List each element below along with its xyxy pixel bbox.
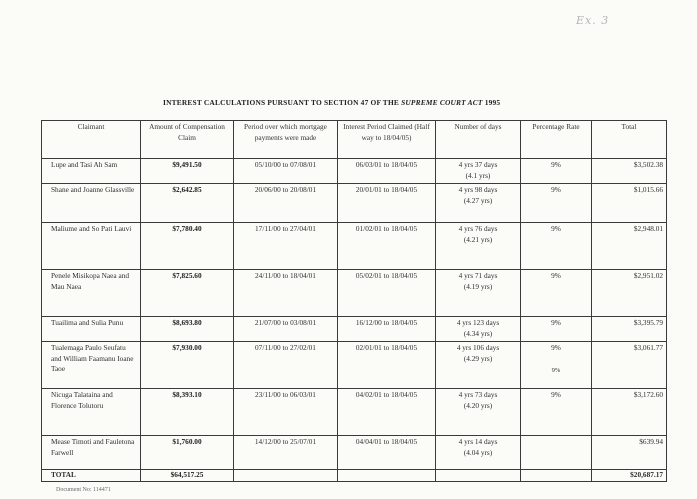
table-row [42,342,667,389]
total-cell: $2,948.01 [592,223,667,270]
total-amount: $64,517.25 [141,470,234,482]
total-cell: $639.94 [592,436,667,470]
table-row [42,184,667,223]
rate-cell: 9% [521,223,592,270]
header-claimant: Claimant [42,121,141,159]
grand-total: $20,687.17 [592,470,667,482]
rate-cell [521,342,592,389]
period-cell: 07/11/00 to 27/02/01 [234,342,338,389]
days-years: (4.20 yrs) [463,400,493,410]
rate-cell: 9% [521,270,592,317]
days-years: (4.04 yrs) [463,447,493,457]
days-years: (4.34 yrs) [463,328,493,338]
table-row [42,317,667,342]
title-year: 1995 [482,98,501,107]
total-cell: $2,951.02 [592,270,667,317]
title-main: INTEREST CALCULATIONS PURSUANT TO SECTION 47 OF THE [163,98,402,107]
interest-table [41,120,667,482]
claimant-cell: Shane and Joanne Glassville [42,184,141,223]
rate-cell: 9% [521,159,592,184]
claimant-cell: Tuailima and Sulia Punu [42,317,141,342]
rate-value: 9% [551,343,561,352]
days-years: (4.1 yrs) [465,170,491,180]
period-cell: 14/12/00 to 25/07/01 [234,436,338,470]
claimant-cell: Tualemaga Paulo Seufatu and William Faamanu Ioane Taoe [42,342,141,389]
days-years: (4.29 yrs) [463,353,493,363]
exhibit-mark: Ex. 3 [576,14,610,27]
claimant-cell: Maliume and So Pati Lauvi [42,223,141,270]
title-act-name: SUPREME COURT ACT [401,98,483,107]
period-cell: 23/11/00 to 06/03/01 [234,389,338,436]
days-years: (4.19 yrs) [463,281,493,291]
interest-period-cell: 05/02/01 to 18/04/05 [338,270,436,317]
interest-period-cell: 20/01/01 to 18/04/05 [338,184,436,223]
days-text: 4 yrs 14 days [458,437,498,446]
period-cell: 20/06/00 to 20/08/01 [234,184,338,223]
claimant-cell: Mease Timoti and Fauletona Farwell [42,436,141,470]
total-cell: $3,061.77 [592,342,667,389]
total-cell: $3,172.60 [592,389,667,436]
period-cell: 05/10/00 to 07/08/01 [234,159,338,184]
days-text: 4 yrs 71 days [458,271,498,280]
interest-period-cell: 16/12/00 to 18/04/05 [338,317,436,342]
document-number: Document No: 114471 [56,487,111,493]
interest-period-cell: 06/03/01 to 18/04/05 [338,159,436,184]
days-cell [436,223,521,270]
header-period: Period over which mortgage payments were made [234,121,338,159]
rate-cell: 9% [521,389,592,436]
table-row [42,159,667,184]
days-cell [436,436,521,470]
total-cell: $3,395.79 [592,317,667,342]
days-cell [436,317,521,342]
amount-cell: $8,393.10 [141,389,234,436]
amount-cell: $8,693.80 [141,317,234,342]
days-text: 4 yrs 106 days [456,343,500,352]
claimant-cell: Nicuga Talataina and Florence Tolutoru [42,389,141,436]
header-days: Number of days [436,121,521,159]
interest-table-container [41,120,667,482]
empty-cell [521,470,592,482]
interest-period-cell: 01/02/01 to 18/04/05 [338,223,436,270]
empty-cell [234,470,338,482]
days-cell [436,184,521,223]
days-text: 4 yrs 123 days [456,318,500,327]
rate-cell: 9% [521,317,592,342]
amount-cell: $7,930.00 [141,342,234,389]
header-row [42,121,667,159]
interest-period-cell: 02/01/01 to 18/04/05 [338,342,436,389]
amount-cell: $9,491.50 [141,159,234,184]
rate-cell [521,436,592,470]
rate-cell: 9% [521,184,592,223]
amount-cell: $1,760.00 [141,436,234,470]
days-text: 4 yrs 37 days [458,160,498,169]
days-text: 4 yrs 73 days [458,390,498,399]
table-row [42,270,667,317]
amount-cell: $2,642.85 [141,184,234,223]
interest-period-cell: 04/04/01 to 18/04/05 [338,436,436,470]
period-cell: 17/11/00 to 27/04/01 [234,223,338,270]
total-cell: $3,502.38 [592,159,667,184]
empty-cell [436,470,521,482]
total-row [42,470,667,482]
amount-cell: $7,780.40 [141,223,234,270]
amount-cell: $7,825.60 [141,270,234,317]
period-cell: 24/11/00 to 18/04/01 [234,270,338,317]
empty-cell [338,470,436,482]
total-cell: $1,015.66 [592,184,667,223]
table-row [42,223,667,270]
period-cell: 21/07/00 to 03/08/01 [234,317,338,342]
days-cell [436,159,521,184]
days-cell [436,270,521,317]
page-title [163,98,500,107]
total-label: TOTAL [42,470,141,482]
days-years: (4.27 yrs) [463,195,493,205]
claimant-cell: Penele Misikopa Naea and Mau Naea [42,270,141,317]
header-amount: Amount of Compensation Claim [141,121,234,159]
days-years: (4.21 yrs) [463,234,493,244]
days-text: 4 yrs 76 days [458,224,498,233]
days-cell [436,389,521,436]
header-rate: Percentage Rate [521,121,592,159]
table-row [42,436,667,470]
rate-extra: 9% [551,366,561,374]
interest-period-cell: 04/02/01 to 18/04/05 [338,389,436,436]
days-text: 4 yrs 98 days [458,185,498,194]
days-cell [436,342,521,389]
claimant-cell: Lupe and Tasi Ah Sam [42,159,141,184]
table-row [42,389,667,436]
header-total: Total [592,121,667,159]
header-interest-period: Interest Period Claimed (Half way to 18/04/05) [338,121,436,159]
